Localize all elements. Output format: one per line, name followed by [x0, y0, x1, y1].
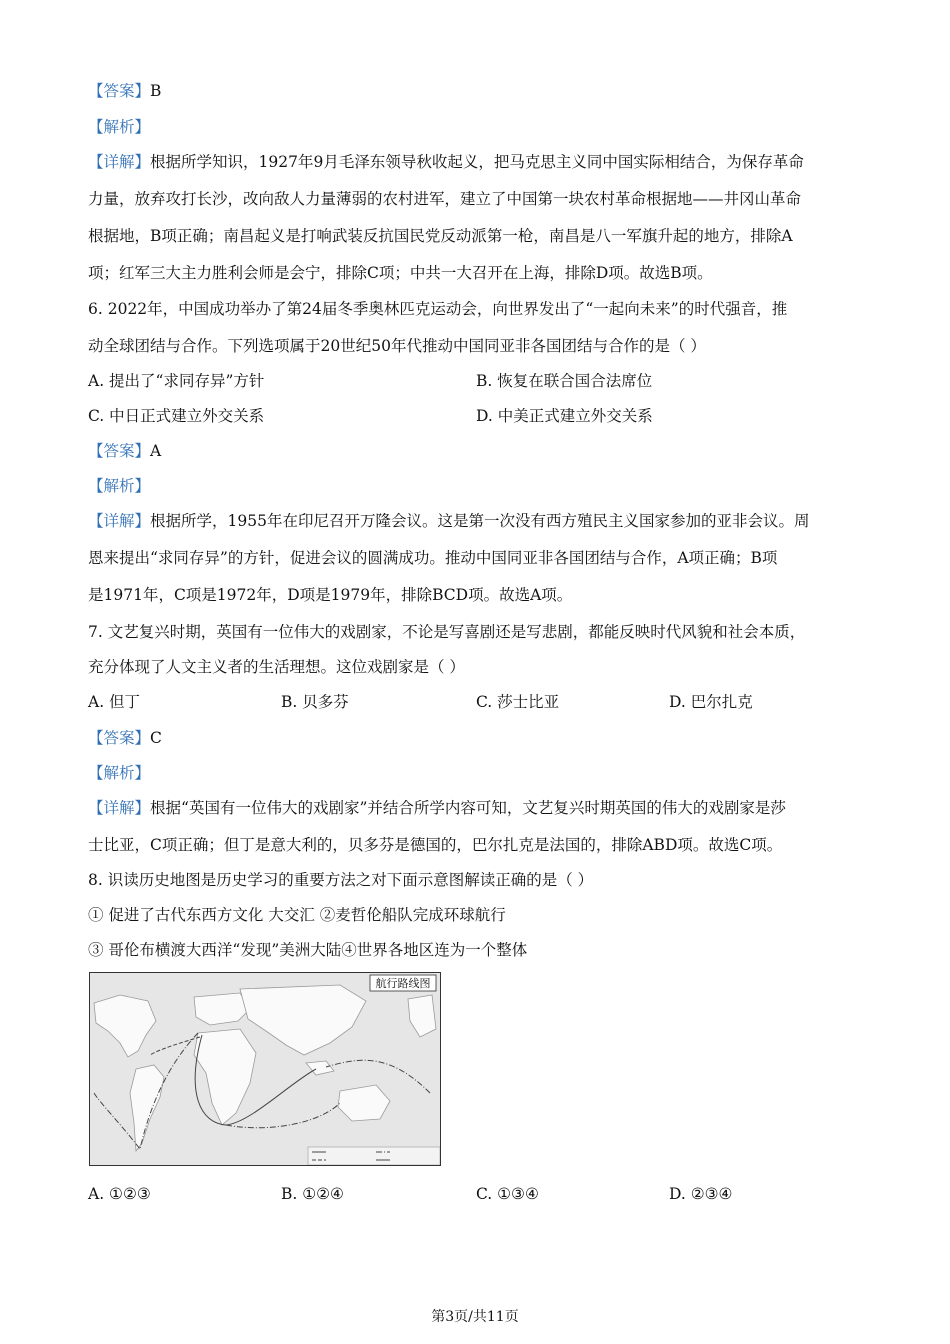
q6-detail-line-1 [88, 511, 809, 531]
q8-stem-line-2: ① 促进了古代东西方文化 大交汇 ②麦哲伦船队完成环球航行 [88, 906, 506, 924]
q5-detail-line-4: 项；红军三大主力胜利会师是会宁，排除C项；中共一大召开在上海，排除D项。故选B项。 [88, 264, 713, 282]
page-footer: 第3页/共11页 [431, 1309, 519, 1325]
q6-option-d: D. 中美正式建立外交关系 [476, 407, 653, 425]
q8-option-b: B. ①②④ [281, 1185, 344, 1203]
detail-text: 根据所学知识，1927年9月毛泽东领导秋收起义，把马克思主义同中国实际相结合，为保存革命 [150, 153, 804, 171]
q5-detail-line-3: 根据地，B项正确；南昌起义是打响武装反抗国民党反动派第一枪，南昌是八一军旗升起的地方，排除A [88, 227, 793, 245]
q7-detail-line-1 [88, 798, 786, 818]
q6-stem-line-1: 6. 2022年，中国成功举办了第24届冬季奥林匹克运动会，向世界发出了“一起向未来”的时代强音，推 [88, 300, 788, 318]
q5-detail-line-2: 力量，放弃攻打长沙，改向敌人力量薄弱的农村进军，建立了中国第一块农村革命根据地——井冈山革命 [88, 190, 802, 208]
q7-stem-line-2: 充分体现了人文主义者的生活理想。这位戏剧家是（ ） [88, 658, 465, 676]
q6-option-a: A. 提出了“求同存异”方针 [88, 372, 265, 390]
q8-option-d: D. ②③④ [669, 1185, 733, 1203]
q6-detail-line-2: 恩来提出“求同存异”的方针，促进会议的圆满成功。推动中国同亚非各国团结与合作，A项正确；B项 [88, 549, 778, 567]
q8-stem-line-3: ③ 哥伦布横渡大西洋“发现”美洲大陆④世界各地区连为一个整体 [88, 941, 528, 959]
q6-option-b: B. 恢复在联合国合法席位 [476, 372, 653, 390]
q7-detail-line-2: 士比亚，C项正确；但丁是意大利的，贝多芬是德国的，巴尔扎克是法国的，排除ABD项。故选C项。 [88, 836, 783, 854]
map-title: 航行路线图 [375, 977, 431, 990]
q7-option-b: B. 贝多芬 [281, 693, 349, 711]
q5-analysis-tag: 【解析】 [88, 118, 151, 136]
q5-detail-line-1 [88, 152, 804, 172]
q8-option-c: C. ①③④ [476, 1185, 539, 1203]
detail-tag: 【详解】 [88, 799, 151, 817]
detail-text: 根据所学，1955年在印尼召开万隆会议。这是第一次没有西方殖民主义国家参加的亚非会议。周 [150, 512, 810, 530]
answer-value: A [150, 442, 162, 460]
q5-answer-line [88, 81, 161, 101]
answer-tag: 【答案】 [88, 729, 151, 747]
q8-stem-line-1: 8. 识读历史地图是历史学习的重要方法之对下面示意图解读正确的是（ ） [88, 871, 594, 889]
q7-answer-line [88, 728, 162, 748]
detail-tag: 【详解】 [88, 153, 151, 171]
q7-analysis-tag: 【解析】 [88, 764, 151, 782]
q6-option-c: C. 中日正式建立外交关系 [88, 407, 265, 425]
q7-option-c: C. 莎士比亚 [476, 693, 560, 711]
q7-option-d: D. 巴尔扎克 [669, 693, 753, 711]
q6-stem-line-2: 动全球团结与合作。下列选项属于20世纪50年代推动中国同亚非各国团结与合作的是（ ） [88, 337, 706, 355]
answer-tag: 【答案】 [88, 82, 151, 100]
q6-answer-line [88, 441, 161, 461]
answer-tag: 【答案】 [88, 442, 151, 460]
q7-option-a: A. 但丁 [88, 693, 141, 711]
map-legend [308, 1147, 440, 1165]
detail-tag: 【详解】 [88, 512, 151, 530]
q6-analysis-tag: 【解析】 [88, 477, 151, 495]
q7-stem-line-1: 7. 文艺复兴时期，英国有一位伟大的戏剧家，不论是写喜剧还是写悲剧，都能反映时代风貌和社会本质， [88, 623, 806, 641]
world-map-illustration [90, 973, 440, 1165]
detail-text: 根据“英国有一位伟大的戏剧家”并结合所学内容可知，文艺复兴时期英国的伟大的戏剧家是莎 [150, 799, 786, 817]
answer-value: C [150, 729, 162, 747]
answer-value: B [150, 82, 162, 100]
q6-detail-line-3: 是1971年，C项是1972年，D项是1979年，排除BCD项。故选A项。 [88, 586, 573, 604]
q8-option-a: A. ①②③ [88, 1185, 151, 1203]
voyage-route-map [89, 972, 441, 1166]
